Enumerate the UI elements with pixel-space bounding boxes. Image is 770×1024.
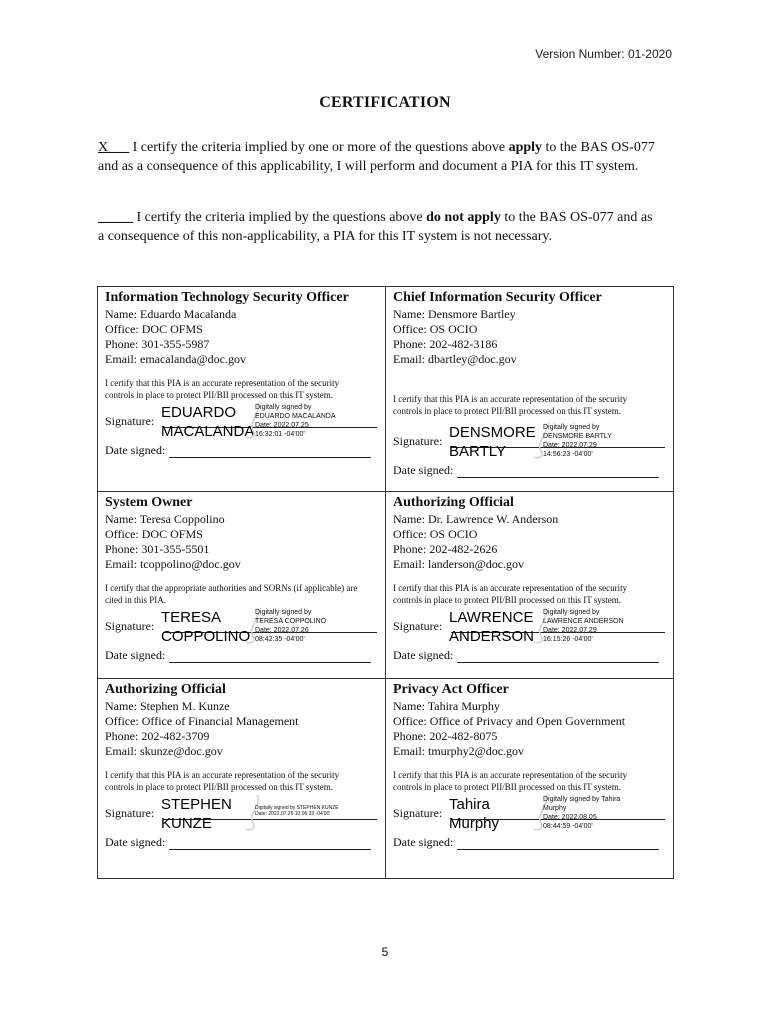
- official-role: Authorizing Official: [105, 682, 226, 697]
- official-email: Email: emacalanda@doc.gov: [105, 352, 246, 366]
- signature-name: LAWRENCE ANDERSON: [449, 609, 535, 645]
- signature-label: Signature:: [393, 434, 443, 448]
- digital-signature-details: Digitally signed by DENSMORE BARTLY Date: 2022.07.29 14:56:23 -04'00': [543, 424, 612, 458]
- official-phone: Phone: 301-355-5987: [105, 337, 210, 351]
- version-number: Version Number: 01-2020: [535, 47, 672, 61]
- official-role: System Owner: [105, 495, 193, 510]
- signature-label: Signature:: [105, 414, 155, 428]
- date-line[interactable]: [457, 661, 659, 663]
- signature-block[interactable]: [105, 608, 379, 648]
- signature-block[interactable]: [393, 608, 667, 648]
- official-email: Email: landerson@doc.gov: [393, 557, 525, 571]
- official-phone: Phone: 202-482-3186: [393, 337, 498, 351]
- checkbox-blank[interactable]: _____: [98, 210, 133, 225]
- certification-apply: X___ I certify the criteria implied by one or more of the questions above apply to the BAS OS-077 and as a consequence of this applicability, I will perform and document a PIA for this IT system.: [98, 140, 655, 174]
- official-email: Email: dbartley@doc.gov: [393, 352, 517, 366]
- official-cell: [386, 492, 674, 679]
- official-office: Office: OS OCIO: [393, 527, 478, 541]
- signatures-table: [97, 286, 674, 879]
- official-office: Office: Office of Financial Management: [105, 714, 299, 728]
- official-phone: Phone: 202-482-8075: [393, 729, 498, 743]
- signature-label: Signature:: [105, 619, 155, 633]
- official-name: Name: Dr. Lawrence W. Anderson: [393, 512, 559, 526]
- certification-statement: I certify that the appropriate authorities and SORNs (if applicable) are cited in this PIA.: [105, 583, 358, 605]
- official-role: Chief Information Security Officer: [393, 290, 602, 305]
- certification-not-apply: _____ I certify the criteria implied by the questions above do not apply to the BAS OS-077 and as a consequence of this non-applicability, a PIA for this IT system is not necessary.: [98, 210, 653, 244]
- certification-statement: I certify that this PIA is an accurate representation of the security controls in place to protect PII/BII processed on this IT system.: [393, 583, 628, 605]
- official-role: Information Technology Security Officer: [105, 290, 349, 305]
- official-email: Email: tmurphy2@doc.gov: [393, 744, 525, 758]
- digital-signature-details: Digitally signed by Tahira Murphy Date: 2022.08.05 08:44:59 -04'00': [543, 796, 621, 830]
- signature-name: EDUARDO MACALANDA: [161, 404, 255, 440]
- date-signed: Date signed:: [105, 443, 379, 458]
- certification-statement: I certify that this PIA is an accurate representation of the security controls in place to protect PII/BII processed on this IT system.: [393, 394, 628, 416]
- official-role: Privacy Act Officer: [393, 682, 509, 697]
- date-signed: Date signed:: [393, 463, 667, 478]
- signature-name: TERESA COPPOLINO: [161, 609, 251, 645]
- official-phone: Phone: 202-482-2626: [393, 542, 498, 556]
- certification-statement: I certify that this PIA is an accurate representation of the security controls in place to protect PII/BII processed on this IT system.: [105, 378, 340, 400]
- date-line[interactable]: [169, 848, 371, 850]
- signature-block[interactable]: [105, 403, 379, 443]
- date-line[interactable]: [457, 476, 659, 478]
- date-signed: Date signed:: [105, 835, 379, 850]
- certification-statement: I certify that this PIA is an accurate representation of the security controls in place to protect PII/BII processed on this IT system.: [393, 770, 628, 792]
- official-role: Authorizing Official: [393, 495, 514, 510]
- page-number: 5: [381, 945, 389, 959]
- signature-label: Signature:: [393, 806, 443, 820]
- date-line[interactable]: [457, 848, 659, 850]
- official-office: Office: OS OCIO: [393, 322, 478, 336]
- official-office: Office: DOC OFMS: [105, 322, 203, 336]
- official-cell: [386, 287, 674, 492]
- checkbox-blank[interactable]: X___: [98, 140, 130, 155]
- official-name: Name: Teresa Coppolino: [105, 512, 225, 526]
- signature-block[interactable]: [393, 795, 667, 835]
- signature-label: Signature:: [393, 619, 443, 633]
- official-cell: [98, 287, 386, 492]
- official-name: Name: Densmore Bartley: [393, 307, 516, 321]
- digital-signature-details: Digitally signed by LAWRENCE ANDERSON Date: 2022.07.29 16:15:26 -04'00': [543, 609, 624, 643]
- page-title: CERTIFICATION: [319, 94, 451, 111]
- signature-name: Tahira Murphy: [449, 796, 500, 832]
- signature-name: DENSMORE BARTLY: [449, 424, 536, 460]
- official-phone: Phone: 202-482-3709: [105, 729, 210, 743]
- official-office: Office: DOC OFMS: [105, 527, 203, 541]
- official-name: Name: Tahira Murphy: [393, 699, 500, 713]
- digital-signature-details: Digitally signed by EDUARDO MACALANDA Date: 2022.07.25 16:32:01 -04'00': [255, 404, 336, 438]
- signature-block[interactable]: [105, 795, 379, 835]
- date-signed: Date signed:: [105, 648, 379, 663]
- date-signed: Date signed:: [393, 835, 667, 850]
- official-office: Office: Office of Privacy and Open Government: [393, 714, 626, 728]
- official-cell: [98, 679, 386, 879]
- date-line[interactable]: [169, 661, 371, 663]
- official-email: Email: skunze@doc.gov: [105, 744, 223, 758]
- signature-label: Signature:: [105, 806, 155, 820]
- digital-signature-details: Digitally signed by STEPHEN KUNZE Date: 2022.07.26 10:06:33 -04'00': [255, 805, 339, 817]
- signature-block[interactable]: [393, 423, 667, 463]
- official-cell: [98, 492, 386, 679]
- official-name: Name: Eduardo Macalanda: [105, 307, 237, 321]
- official-phone: Phone: 301-355-5501: [105, 542, 210, 556]
- signature-name: STEPHEN KUNZE: [161, 796, 232, 832]
- certification-statement: I certify that this PIA is an accurate representation of the security controls in place to protect PII/BII processed on this IT system.: [105, 770, 340, 792]
- date-signed: Date signed:: [393, 648, 667, 663]
- official-email: Email: tcoppolino@doc.gov: [105, 557, 241, 571]
- date-line[interactable]: [169, 456, 371, 458]
- official-name: Name: Stephen M. Kunze: [105, 699, 230, 713]
- digital-signature-details: Digitally signed by TERESA COPPOLINO Date: 2022.07.26 08:42:35 -04'00': [255, 609, 327, 643]
- official-cell: [386, 679, 674, 879]
